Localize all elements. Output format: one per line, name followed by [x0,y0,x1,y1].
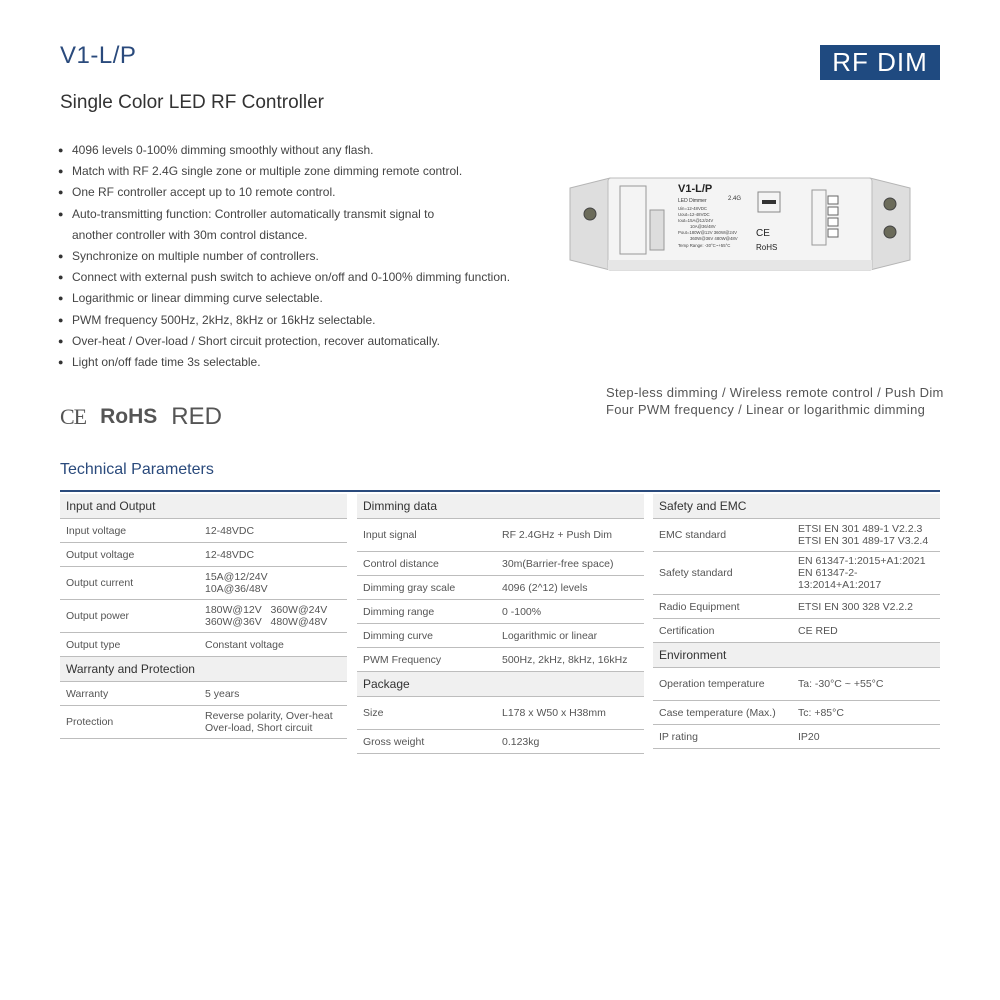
label-spec: Iout=15A@12/24V [678,218,714,223]
feature-item: ● Connect with external push switch to achieve on/off and 0-100% dimming function. [58,267,548,288]
spec-row [60,706,347,739]
spec-value: ETSI EN 300 328 V2.2.2 [792,595,940,619]
product-image [560,170,920,280]
label-spec: 360W@36V 480W@48V [690,236,738,241]
spec-key: Case temperature (Max.) [653,701,792,725]
feature-item: ● Match with RF 2.4G single zone or multiple zone dimming remote control. [58,161,548,182]
spec-value: L178 x W50 x H38mm [496,697,644,730]
spec-group-title: Safety and EMC [653,494,940,519]
spec-row [653,595,940,619]
page-subtitle: Single Color LED RF Controller [60,92,324,113]
label-ce: CE [756,228,770,239]
spec-value: EN 61347-1:2015+A1:2021 EN 61347-2-13:2014+A1:2017 [792,552,940,595]
spec-value: CE RED [792,619,940,643]
spec-row [357,697,644,730]
spec-row [357,519,644,552]
spec-column-3 [653,494,940,749]
spec-row [60,600,347,633]
spec-value: IP20 [792,725,940,749]
label-type: LED Dimmer [678,198,707,204]
page-title: V1-L/P [60,42,137,69]
spec-key: Output type [60,633,199,657]
spec-key: Output voltage [60,543,199,567]
spec-row [60,519,347,543]
spec-row [653,519,940,552]
spec-key: Output power [60,600,199,633]
spec-key: IP rating [653,725,792,749]
spec-key: Warranty [60,682,199,706]
label-rohs: RoHS [756,243,778,252]
spec-column-2 [357,494,644,754]
label-spec: 10A@36/48V [690,224,716,229]
red-logo: RED [171,403,222,430]
spec-key: Operation temperature [653,668,792,701]
tagline [606,384,944,418]
spec-column-1 [60,494,347,739]
spec-row [357,730,644,754]
spec-value: 12-48VDC [199,543,347,567]
spec-value: 0 -100% [496,600,644,624]
spec-row [653,668,940,701]
spec-row [60,682,347,706]
rohs-logo: RoHS [100,405,158,428]
spec-value: Ta: -30°C ~ +55°C [792,668,940,701]
certification-logos [60,403,222,431]
spec-value: 12-48VDC [199,519,347,543]
spec-value: 0.123kg [496,730,644,754]
spec-row [357,648,644,672]
spec-group-title: Environment [653,643,940,668]
spec-key: Dimming curve [357,624,496,648]
spec-row [357,552,644,576]
spec-key: Input voltage [60,519,199,543]
spec-key: Size [357,697,496,730]
label-spec: Pout=180W@12V 360W@24V [678,230,738,235]
spec-row [60,567,347,600]
section-title: Technical Parameters [60,461,214,478]
spec-group-title: Input and Output [60,494,347,519]
spec-group-title: Dimming data [357,494,644,519]
feature-item: ● Synchronize on multiple number of controllers. [58,246,548,267]
spec-key: Protection [60,706,199,739]
feature-item: ● Over-heat / Over-load / Short circuit protection, recover automatically. [58,331,548,352]
feature-list [58,140,548,373]
feature-item: ● One RF controller accept up to 10 remote control. [58,182,548,203]
spec-row [357,600,644,624]
spec-group-title: Warranty and Protection [60,657,347,682]
rf-dim-badge: RF DIM [820,45,940,80]
spec-row [357,576,644,600]
tagline-line: Four PWM frequency / Linear or logarithmic dimming [606,402,926,417]
feature-item: ● Auto-transmitting function: Controller automatically transmit signal to another controller with 30m control distance. [58,204,462,246]
spec-value: Reverse polarity, Over-heat Over-load, Short circuit [199,706,347,739]
spec-key: Certification [653,619,792,643]
spec-value: 4096 (2^12) levels [496,576,644,600]
feature-item: ● PWM frequency 500Hz, 2kHz, 8kHz or 16kHz selectable. [58,310,548,331]
spec-key: Radio Equipment [653,595,792,619]
spec-group-title: Package [357,672,644,697]
feature-item: ● 4096 levels 0-100% dimming smoothly without any flash. [58,140,548,161]
spec-key: Dimming range [357,600,496,624]
spec-value: RF 2.4GHz + Push Dim [496,519,644,552]
spec-key: Output current [60,567,199,600]
spec-value: ETSI EN 301 489-1 V2.2.3 ETSI EN 301 489-17 V3.2.4 [792,519,940,552]
spec-row [60,633,347,657]
feature-item: ● Logarithmic or linear dimming curve selectable. [58,288,548,309]
spec-value: 15A@12/24V 10A@36/48V [199,567,347,600]
spec-key: Control distance [357,552,496,576]
spec-key: Gross weight [357,730,496,754]
spec-row [653,619,940,643]
spec-row [357,624,644,648]
spec-row [653,725,940,749]
spec-value: 30m(Barrier-free space) [496,552,644,576]
spec-key: PWM Frequency [357,648,496,672]
spec-value: Constant voltage [199,633,347,657]
spec-value: Logarithmic or linear [496,624,644,648]
tagline-line: Step-less dimming / Wireless remote control / Push Dim [606,385,944,400]
spec-value: Tc: +85°C [792,701,940,725]
spec-key: EMC standard [653,519,792,552]
spec-key: Safety standard [653,552,792,595]
ce-logo: CE [60,404,87,429]
label-band: 2.4G [728,196,742,202]
label-spec: Uin=12-48VDC [678,206,708,211]
feature-item: ● Light on/off fade time 3s selectable. [58,352,548,373]
label-spec: Temp Range: -30°C~+55°C [678,243,731,248]
label-spec: Uout=12-48VDC [678,212,710,217]
spec-key: Dimming gray scale [357,576,496,600]
spec-value: 500Hz, 2kHz, 8kHz, 16kHz [496,648,644,672]
spec-row [60,543,347,567]
spec-row [653,552,940,595]
spec-key: Input signal [357,519,496,552]
spec-value: 180W@12V 360W@24V 360W@36V 480W@48V [199,600,347,633]
section-divider [60,490,940,492]
spec-value: 5 years [199,682,347,706]
spec-row [653,701,940,725]
label-model: V1-L/P [678,183,713,195]
